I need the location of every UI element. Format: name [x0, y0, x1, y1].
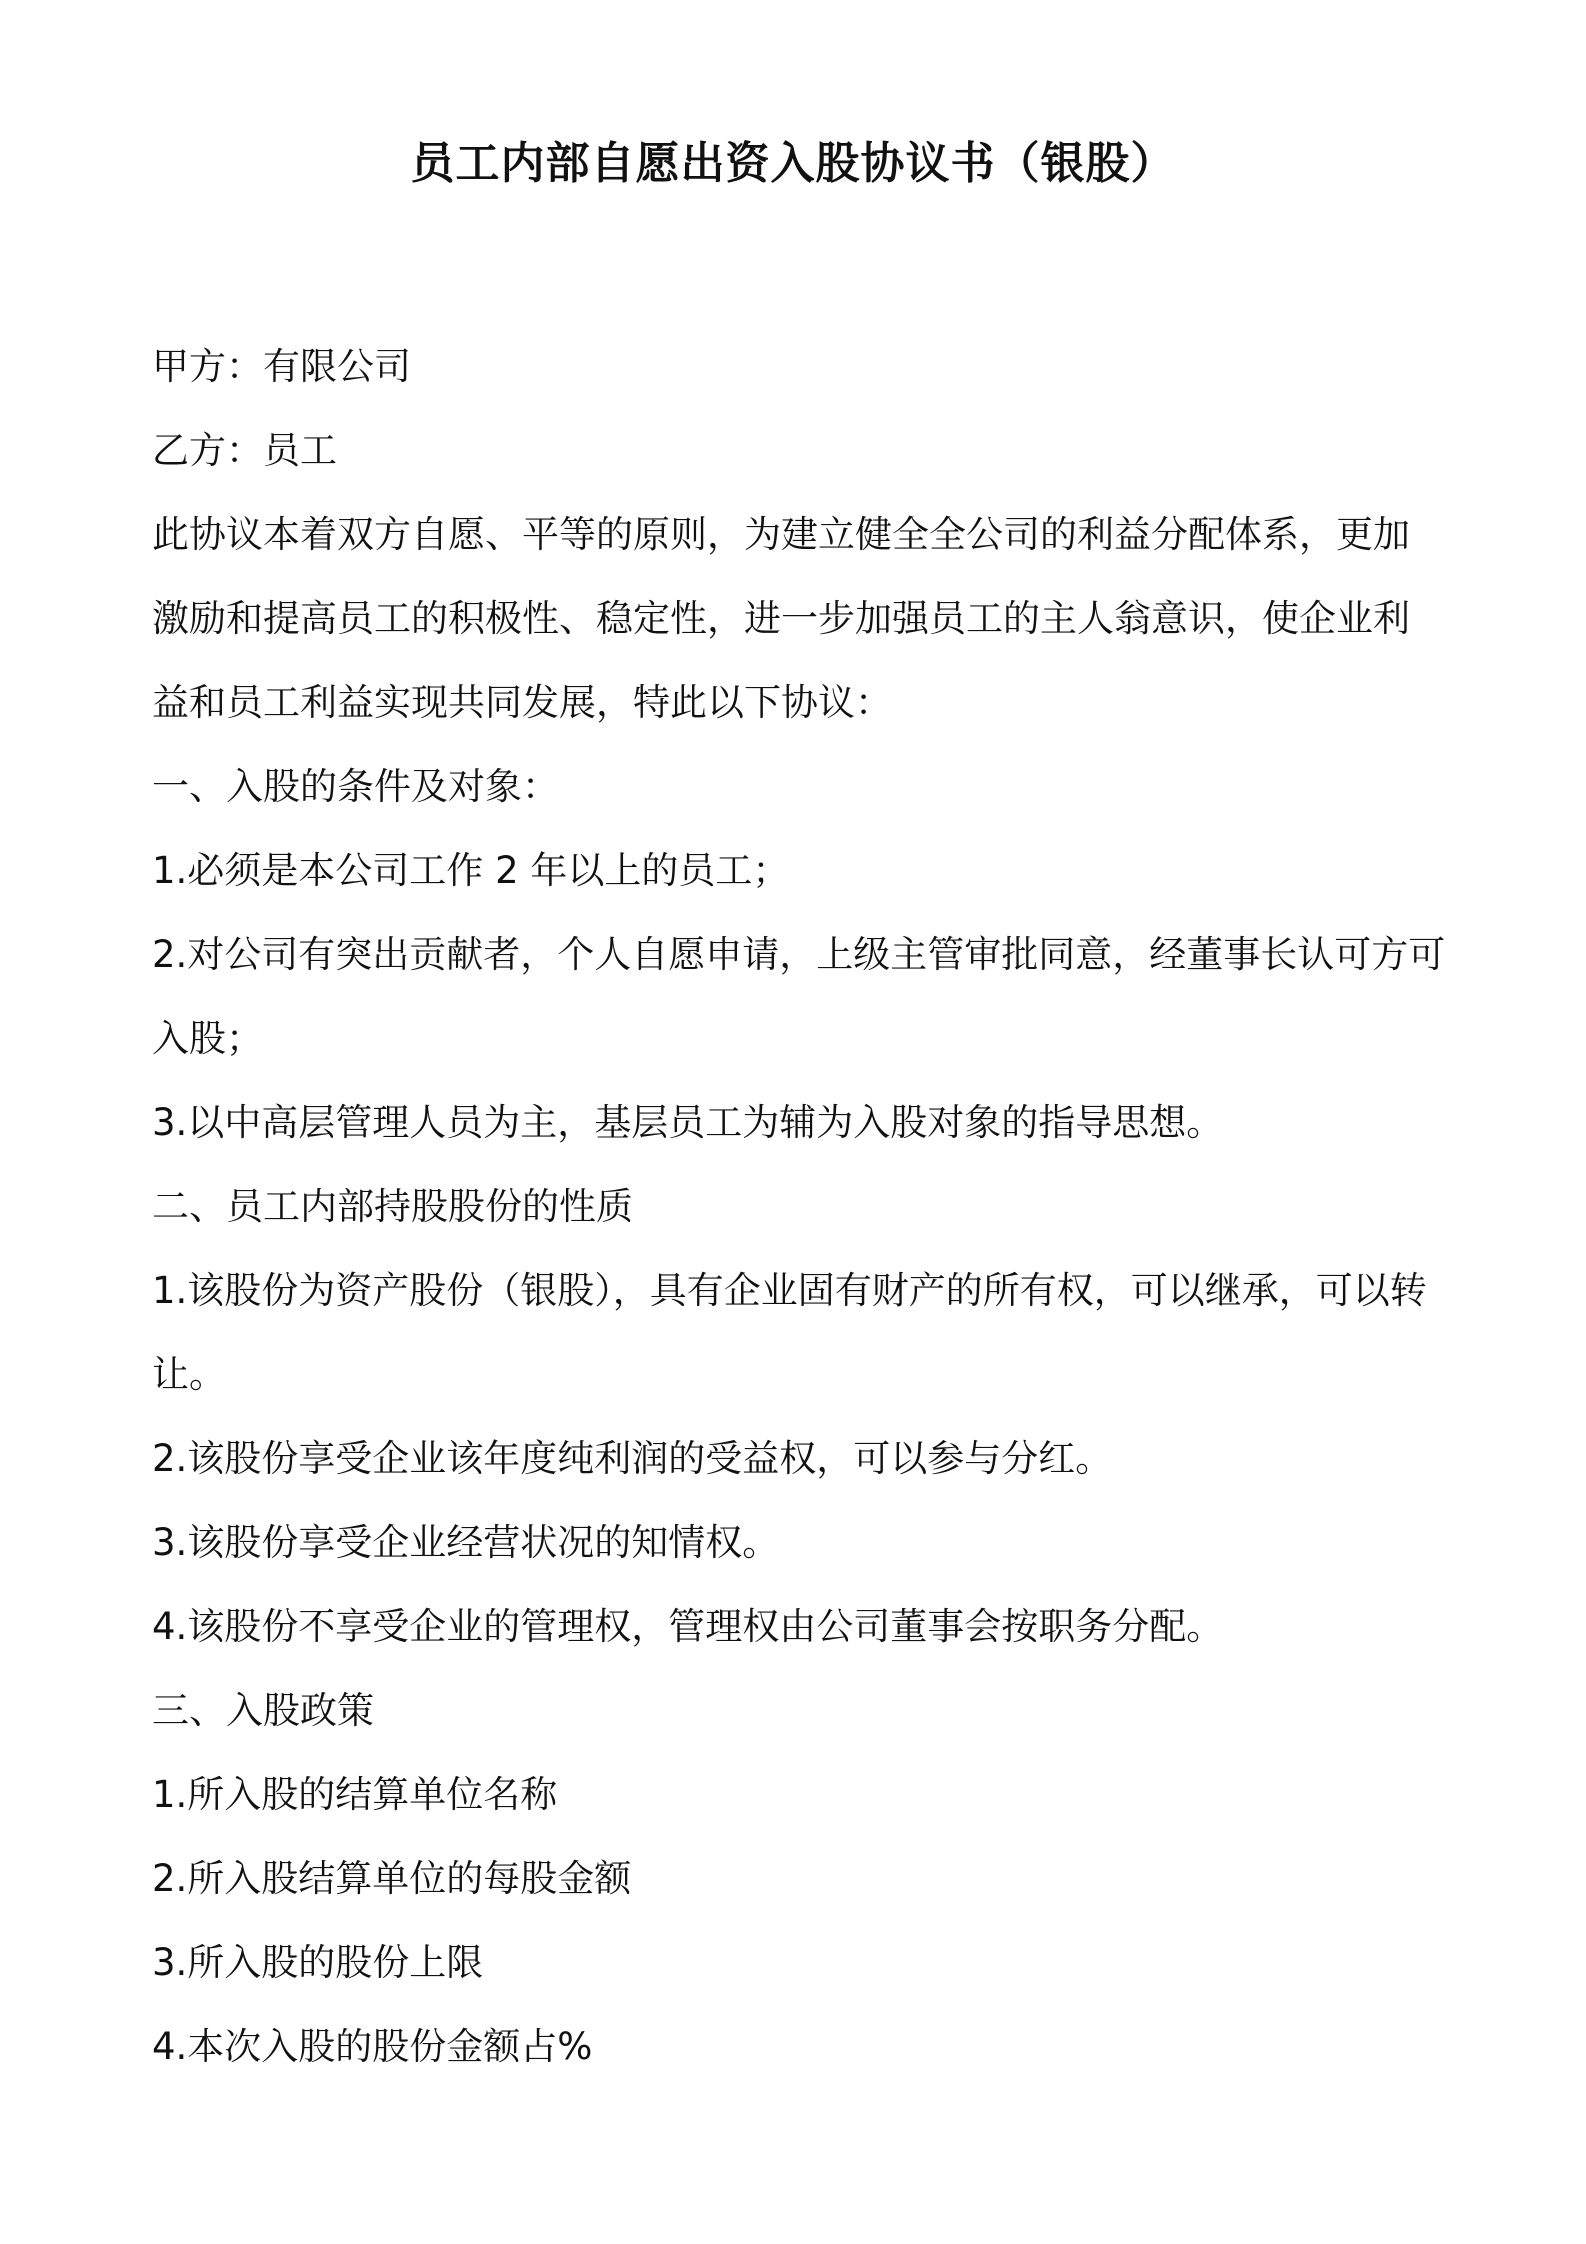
section-2-item-2: 2.该股份享受企业该年度纯利润的受益权，可以参与分红。	[152, 1437, 1113, 1480]
section-3-item-1: 1.所入股的结算单位名称	[152, 1773, 558, 1816]
section-1-item-3: 3.以中高层管理人员为主，基层员工为辅为入股对象的指导思想。	[152, 1101, 1224, 1144]
section-3-item-2: 2.所入股结算单位的每股金额	[152, 1857, 632, 1900]
section-1-item-1: 1.必须是本公司工作 2 年以上的员工；	[152, 849, 790, 892]
section-2-item-3: 3.该股份享受企业经营状况的知情权。	[152, 1521, 780, 1564]
section-2-item-4: 4.该股份不享受企业的管理权，管理权由公司董事会按职务分配。	[152, 1605, 1224, 1648]
section-1-item-2: 2.对公司有突出贡献者，个人自愿申请，上级主管审批同意，经董事长认可方可	[152, 933, 1446, 976]
document-body	[152, 325, 1446, 2089]
section-heading-3: 三、入股政策	[152, 1689, 374, 1732]
section-heading-2: 二、员工内部持股股份的性质	[152, 1185, 633, 1228]
section-heading-1: 一、入股的条件及对象：	[152, 765, 559, 808]
document-title: 员工内部自愿出资入股协议书（银股）	[410, 138, 1176, 189]
section-3-item-4: 4.本次入股的股份金额占%	[152, 2025, 593, 2068]
preamble-line-2: 激励和提高员工的积极性、稳定性，进一步加强员工的主人翁意识，使企业利	[152, 597, 1410, 640]
section-2-item-1-cont: 让。	[152, 1353, 226, 1396]
party-a-line: 甲方：有限公司	[152, 345, 411, 388]
section-3-item-3: 3.所入股的股份上限	[152, 1941, 484, 1984]
section-2-item-1: 1.该股份为资产股份（银股），具有企业固有财产的所有权，可以继承，可以转	[152, 1269, 1427, 1312]
section-1-item-2-cont: 入股；	[152, 1017, 263, 1060]
party-b-line: 乙方：员工	[152, 429, 337, 472]
preamble-line-3: 益和员工利益实现共同发展，特此以下协议：	[152, 681, 892, 724]
preamble-line-1: 此协议本着双方自愿、平等的原则，为建立健全全公司的利益分配体系，更加	[152, 513, 1410, 556]
